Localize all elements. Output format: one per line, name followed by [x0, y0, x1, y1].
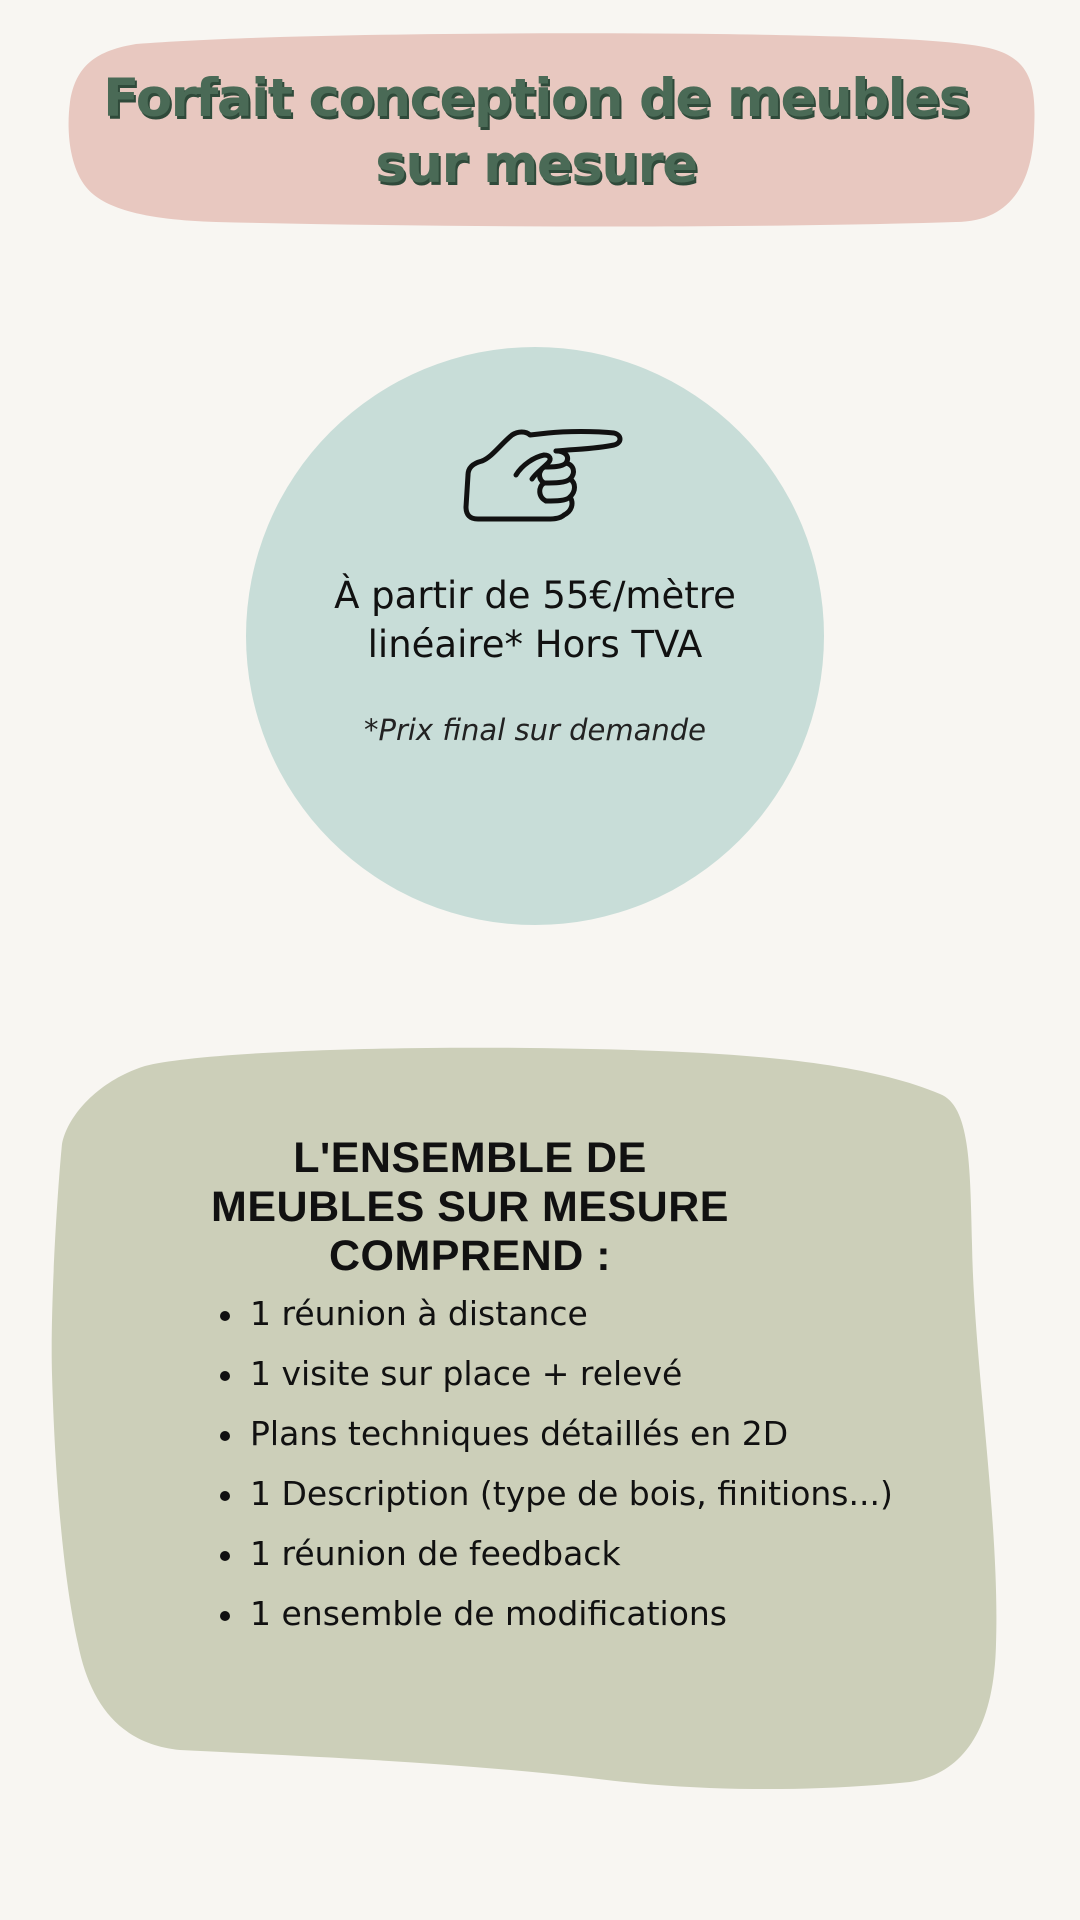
price-text-line-2: linéaire* Hors TVA	[367, 623, 703, 666]
page-title-line-2: sur mesure	[375, 134, 697, 195]
feature-item: 1 Description (type de bois, finitions...)	[220, 1464, 893, 1524]
features-title-line-2: MEUBLES SUR MESURE	[211, 1183, 729, 1231]
feature-item: Plans techniques détaillés en 2D	[220, 1404, 893, 1464]
page-title-line-1: Forfait conception de meubles	[103, 68, 969, 129]
features-list	[220, 1284, 893, 1644]
features-panel	[50, 1044, 1000, 1789]
feature-item: 1 visite sur place + relevé	[220, 1344, 893, 1404]
features-title	[170, 1134, 770, 1281]
feature-item: 1 ensemble de modifications	[220, 1584, 893, 1644]
feature-item: 1 réunion de feedback	[220, 1524, 893, 1584]
price-circle	[246, 347, 824, 925]
features-title-line-1: L'ENSEMBLE DE	[293, 1134, 647, 1182]
features-title-line-3: COMPREND :	[328, 1232, 612, 1280]
pointing-hand-icon	[456, 427, 626, 527]
feature-item: 1 réunion à distance	[220, 1284, 893, 1344]
price-text-line-1: À partir de 55€/mètre	[334, 574, 736, 617]
price-note: *Prix final sur demande	[363, 713, 707, 747]
header-banner	[66, 32, 1036, 228]
price-text	[286, 571, 784, 669]
page-title	[66, 66, 1006, 198]
